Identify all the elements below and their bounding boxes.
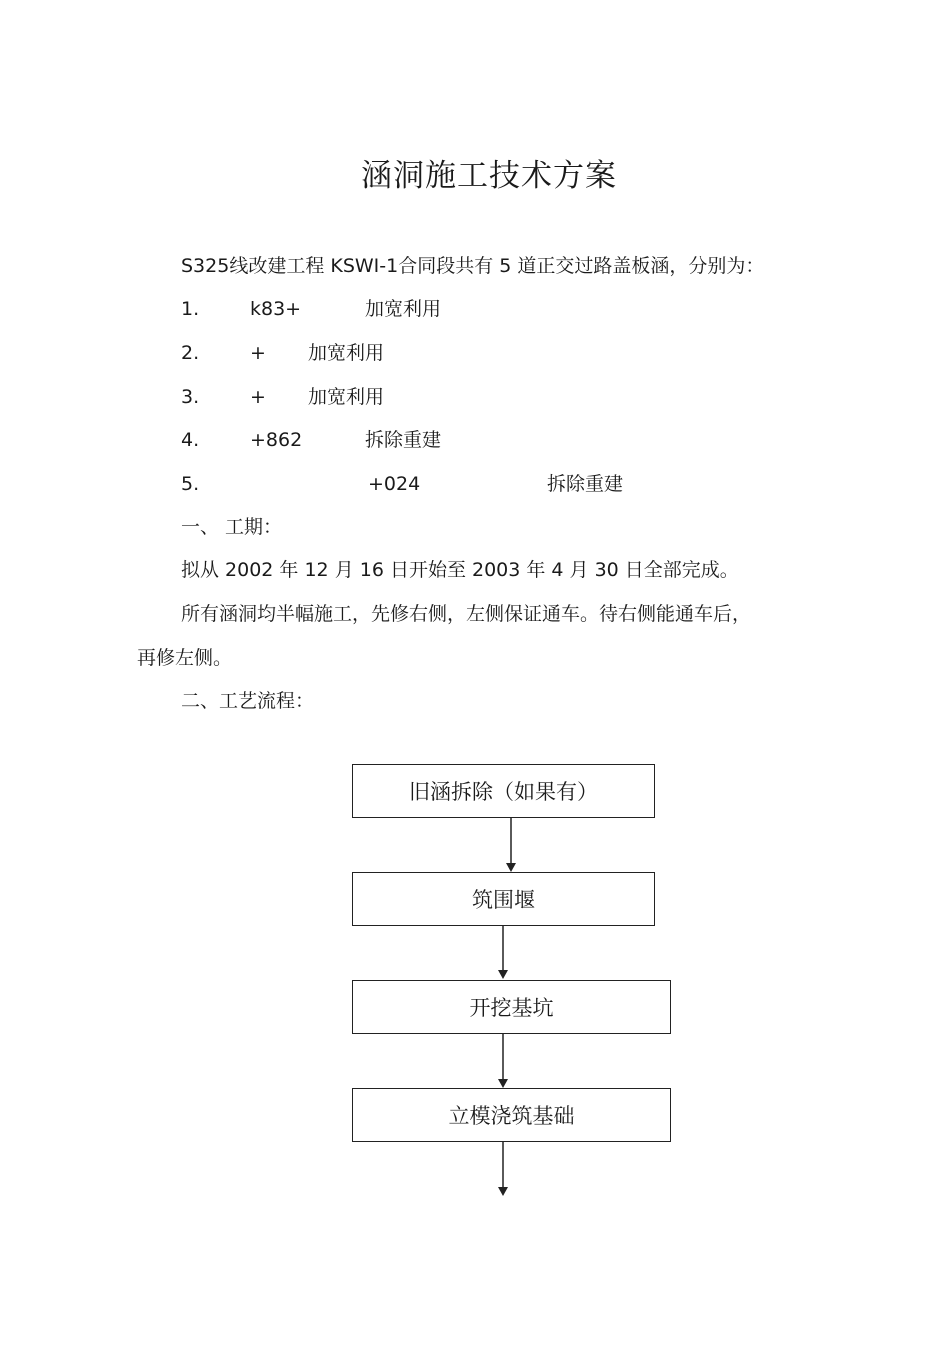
flow-step-label: 开挖基坑 [469,996,554,1020]
section-heading-schedule: 一、 工期： [181,516,283,538]
item-number: 2. [181,342,200,364]
item-number: 4. [181,429,200,451]
flow-arrow-head [498,970,508,979]
construction-note-line1: 所有涵洞均半幅施工，先修右侧，左侧保证通车。待右侧能通车后， [181,603,752,625]
flow-arrow-head [506,863,516,872]
section-heading-process: 二、工艺流程： [181,690,315,712]
intro-paragraph: S325线改建工程 KSWI-1合同段共有 5 道正交过路盖板涵，分别为： [181,255,765,277]
item-number: 3. [181,386,200,408]
item-action: 加宽利用 [365,298,442,320]
flow-arrow-head [498,1079,508,1088]
flow-arrow-head [498,1187,508,1196]
item-station: + [250,386,266,408]
item-action: 加宽利用 [308,386,385,408]
item-station: k83+ [250,298,302,320]
flow-step-pour-foundation [352,1088,671,1142]
item-station: + [250,342,266,364]
flow-step-build-cofferdam [352,872,655,926]
item-number: 1. [181,298,200,320]
flow-step-label: 旧涵拆除（如果有） [409,780,598,804]
item-number: 5. [181,473,200,495]
construction-note-line2: 再修左侧。 [137,647,233,669]
flow-step-label: 立模浇筑基础 [448,1104,575,1128]
item-action: 加宽利用 [308,342,385,364]
document-title: 涵洞施工技术方案 [361,158,617,194]
flow-step-label: 筑围堰 [472,888,535,912]
item-station: +024 [368,473,421,495]
schedule-paragraph: 拟从 2002 年 12 月 16 日开始至 2003 年 4 月 30 日全部完成。 [181,559,739,581]
item-station: +862 [250,429,303,451]
item-action: 拆除重建 [547,473,624,495]
flow-step-excavate-pit [352,980,671,1034]
flow-step-demolish-old-culvert [352,764,655,818]
item-action: 拆除重建 [365,429,442,451]
